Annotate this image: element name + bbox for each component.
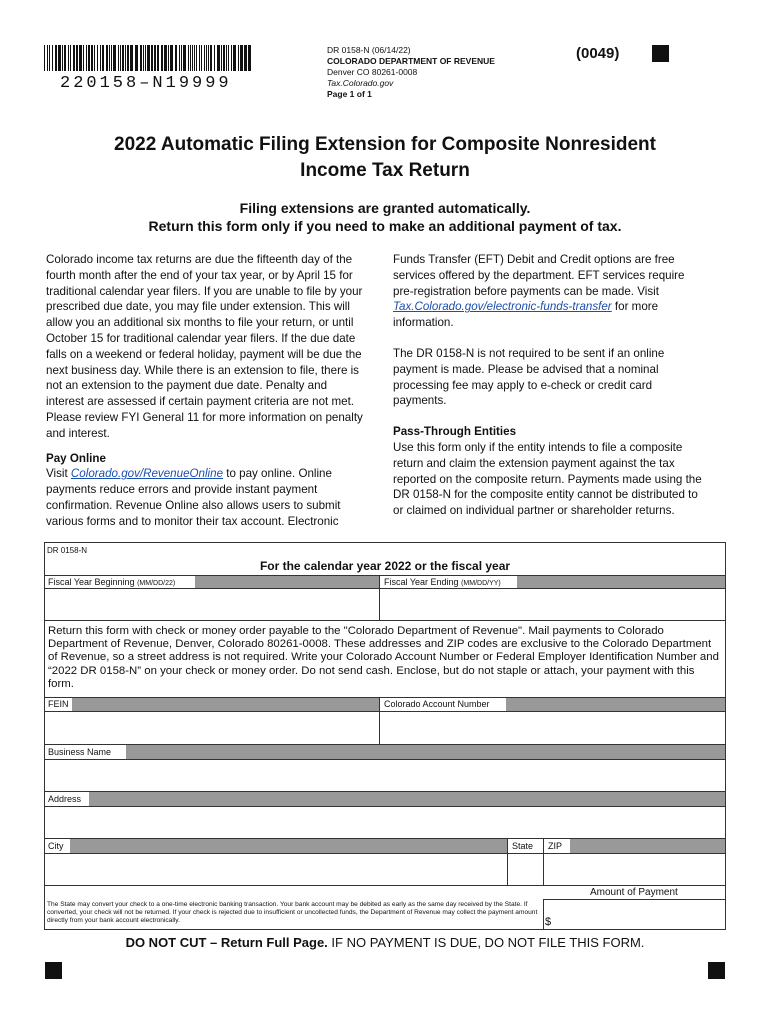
barcode-bar [102, 45, 104, 71]
barcode-bar [143, 45, 144, 71]
business-name-label: Business Name [48, 747, 112, 757]
department-name: COLORADO DEPARTMENT OF REVENUE [327, 56, 495, 66]
barcode-bar [127, 45, 129, 71]
zip-label: ZIP [548, 841, 563, 851]
barcode-bar [208, 45, 209, 71]
barcode-bar [122, 45, 124, 71]
barcode-bar [223, 45, 225, 71]
barcode-bar [44, 45, 45, 71]
dollar-sign: $ [545, 916, 552, 928]
barcode-bar [49, 45, 50, 71]
subtitle [0, 199, 770, 235]
barcode-bar [190, 45, 191, 71]
barcode-bar [175, 45, 177, 71]
barcode-bar [183, 45, 186, 71]
fy-begin-format: (MM/DD/22) [137, 580, 176, 587]
footer-normal: IF NO PAYMENT IS DUE, DO NOT FILE THIS FORM. [327, 935, 645, 950]
pass-through-heading: Pass-Through Entities [393, 425, 517, 439]
fy-end-text: Fiscal Year Ending [384, 577, 459, 587]
barcode-bar [118, 45, 119, 71]
business-name-field[interactable] [44, 759, 726, 792]
fein-field[interactable] [44, 711, 380, 745]
electronic-conversion-notice: The State may convert your check to a one-time electronic banking transaction. Your bank account may be debited as early as the same day received by the State. If converted, your check will not be returned. If your check is rejected due to insufficient or uncollected funds, the Department of Revenue may collect the payment amount directly from your bank account electronically. [47, 901, 538, 924]
barcode-bar [97, 45, 98, 71]
divider [379, 575, 380, 589]
barcode-bar [228, 45, 229, 71]
voucher-form-id: DR 0158-N [47, 546, 88, 555]
barcode-bar [240, 45, 243, 71]
title-line-1: 2022 Automatic Filing Extension for Composite Nonresident [114, 134, 656, 155]
barcode-bar [181, 45, 182, 71]
barcode-bar [58, 45, 61, 71]
barcode-bar [94, 45, 95, 71]
zip-field[interactable] [543, 853, 726, 886]
city-label: City [48, 841, 64, 851]
barcode-bar [113, 45, 116, 71]
right-column [393, 252, 703, 519]
fy-begin-text: Fiscal Year Beginning [48, 577, 135, 587]
barcode-bar [194, 45, 195, 71]
barcode-bar [147, 45, 150, 71]
barcode-bar [91, 45, 93, 71]
barcode-bar [111, 45, 112, 71]
barcode-bar [154, 45, 156, 71]
barcode-bar [151, 45, 153, 71]
barcode-bar [120, 45, 121, 71]
label-fill [126, 745, 725, 759]
subtitle-line-1: Filing extensions are granted automatically. [239, 200, 531, 216]
label-fill [570, 839, 725, 853]
barcode-bar [47, 45, 48, 71]
barcode [44, 45, 252, 77]
barcode-bar [70, 45, 71, 71]
divider [44, 697, 726, 698]
barcode-bar [196, 45, 197, 71]
registration-mark-top-right [652, 45, 669, 62]
fiscal-year-beginning-field[interactable] [44, 588, 380, 621]
barcode-bar [55, 45, 57, 71]
footer-bold: DO NOT CUT – Return Full Page. [125, 935, 328, 950]
barcode-bar [168, 45, 169, 71]
barcode-bar [217, 45, 220, 71]
registration-mark-bottom-right [708, 962, 725, 979]
barcode-bar [201, 45, 202, 71]
mailing-instructions: Return this form with check or money order payable to the "Colorado Department of Revenue". Mail payments to Colorado Department of Revenue, Denver, Colorado 80261-0008. These addresses and ZIP codes are exclusive to the Colorado Department of Revenue, so a street address is not required. Write your Colorado Account Number or Federal Employer Identification Number and “2022 DR 0158-N” on your check or money order. Do not send cash. Enclose, but do not staple or attach, your payment with this form. [48, 625, 719, 690]
barcode-bar [106, 45, 108, 71]
eft-text-post: for more information. [393, 300, 659, 330]
label-fill [70, 839, 507, 853]
barcode-bar [52, 45, 53, 71]
pass-through-paragraph: Use this form only if the entity intends to file a composite return and claim the extension payment against the tax reported on the composite return. Payments made using the DR 0158-N for the composite entity cannot be distributed to or claimed on individual partner or shareholder returns. [393, 440, 702, 518]
label-fill [89, 792, 725, 806]
amount-of-payment-field[interactable] [543, 899, 726, 930]
barcode-bar [130, 45, 133, 71]
pay-online-text-post: to pay online. Online payments reduce errors and provide instant payment confirmation. Revenue Online also allows users to submit various forms and to monitor their tax account. Electronic [46, 467, 341, 528]
page-number: Page 1 of 1 [327, 89, 372, 99]
barcode-bar [233, 45, 236, 71]
barcode-bar [244, 45, 247, 71]
barcode-bar [109, 45, 110, 71]
barcode-bar [100, 45, 101, 71]
barcode-bar [88, 45, 90, 71]
address-label: Address [48, 794, 82, 804]
state-label: State [512, 841, 534, 851]
eft-text-pre: Funds Transfer (EFT) Debit and Credit options are free services offered by the department. EFT services require pre-registration before payments can be made. Visit [393, 253, 685, 298]
barcode-bar [145, 45, 146, 71]
barcode-bar [199, 45, 200, 71]
label-fill [195, 576, 379, 588]
year-heading: For the calendar year 2022 or the fiscal year [259, 559, 511, 573]
divider [379, 697, 380, 711]
fein-label: FEIN [48, 699, 69, 709]
barcode-bar [62, 45, 63, 71]
barcode-bar [179, 45, 180, 71]
state-field[interactable] [507, 853, 544, 886]
barcode-bar [164, 45, 167, 71]
barcode-bar [73, 45, 75, 71]
barcode-bar [64, 45, 66, 71]
barcode-bar [83, 45, 84, 71]
barcode-bar [86, 45, 87, 71]
colorado-account-number-field[interactable] [379, 711, 726, 745]
address-field[interactable] [44, 806, 726, 839]
pay-online-paragraph [46, 466, 368, 529]
barcode-bar [140, 45, 142, 71]
barcode-bar [157, 45, 159, 71]
barcode-bar [188, 45, 189, 71]
barcode-bar [206, 45, 207, 71]
pay-online-text-pre: Visit [46, 467, 71, 481]
barcode-bar [231, 45, 232, 71]
revenue-online-link[interactable]: Colorado.gov/RevenueOnline [70, 467, 224, 481]
due-date-paragraph: Colorado income tax returns are due the fifteenth day of the fourth month after the end of your tax year, or by April 15 for traditional calendar year filers. If you are unable to file by your prescribed due date, you may file under extension. This will allow you an additional six months to file your return, or until October 15 for traditional calendar year filers. If the due date falls on a weekend or federal holiday, payment will be due the next business day. While there is an extension to file, there is not an extension to the payment due date. Penalty and interest are assessed if certain payment criteria are not met. Please review FYI General 11 for more information on penalty and interest. [46, 253, 363, 440]
form-id: DR 0158-N (06/14/22) [327, 45, 411, 55]
eft-paragraph [393, 252, 703, 331]
title-line-2: Income Tax Return [300, 160, 470, 181]
fiscal-year-ending-field[interactable] [379, 588, 726, 621]
label-fill [72, 698, 379, 711]
barcode-bar [192, 45, 193, 71]
barcode-bar [170, 45, 173, 71]
barcode-number: 220158–N19999 [60, 74, 232, 93]
barcode-bar [226, 45, 227, 71]
amount-of-payment-label: Amount of Payment [590, 887, 678, 898]
left-column [46, 252, 368, 530]
subtitle-line-2: Return this form only if you need to make an additional payment of tax. [148, 218, 622, 234]
pay-online-heading: Pay Online [46, 451, 106, 465]
label-fill [506, 698, 725, 711]
barcode-bar [214, 45, 215, 71]
barcode-bar [125, 45, 126, 71]
barcode-bar [221, 45, 222, 71]
barcode-bar [135, 45, 138, 71]
form-header-info [327, 45, 495, 100]
colorado-account-number-label: Colorado Account Number [384, 699, 490, 709]
department-address: Denver CO 80261-0008 [327, 67, 418, 77]
department-website: Tax.Colorado.gov [327, 78, 394, 88]
fy-end-format: (MM/DD/YY) [461, 580, 501, 587]
eft-link[interactable]: Tax.Colorado.gov/electronic-funds-transfer [393, 300, 612, 314]
barcode-bar [238, 45, 239, 71]
form-code: (0049) [576, 45, 620, 62]
barcode-bar [204, 45, 205, 71]
city-field[interactable] [44, 853, 508, 886]
barcode-bar [68, 45, 69, 71]
registration-mark-bottom-left [45, 962, 62, 979]
page-title [0, 132, 770, 184]
barcode-bar [76, 45, 78, 71]
online-payment-paragraph: The DR 0158-N is not required to be sent if an online payment is made. Please be advised that a nominal processing fee may apply to e-check or credit card payments. [393, 346, 665, 408]
barcode-bar [79, 45, 82, 71]
barcode-bar [210, 45, 212, 71]
footer-notice [0, 935, 770, 950]
barcode-bar [248, 45, 251, 71]
barcode-bar [161, 45, 163, 71]
label-fill [517, 576, 725, 588]
